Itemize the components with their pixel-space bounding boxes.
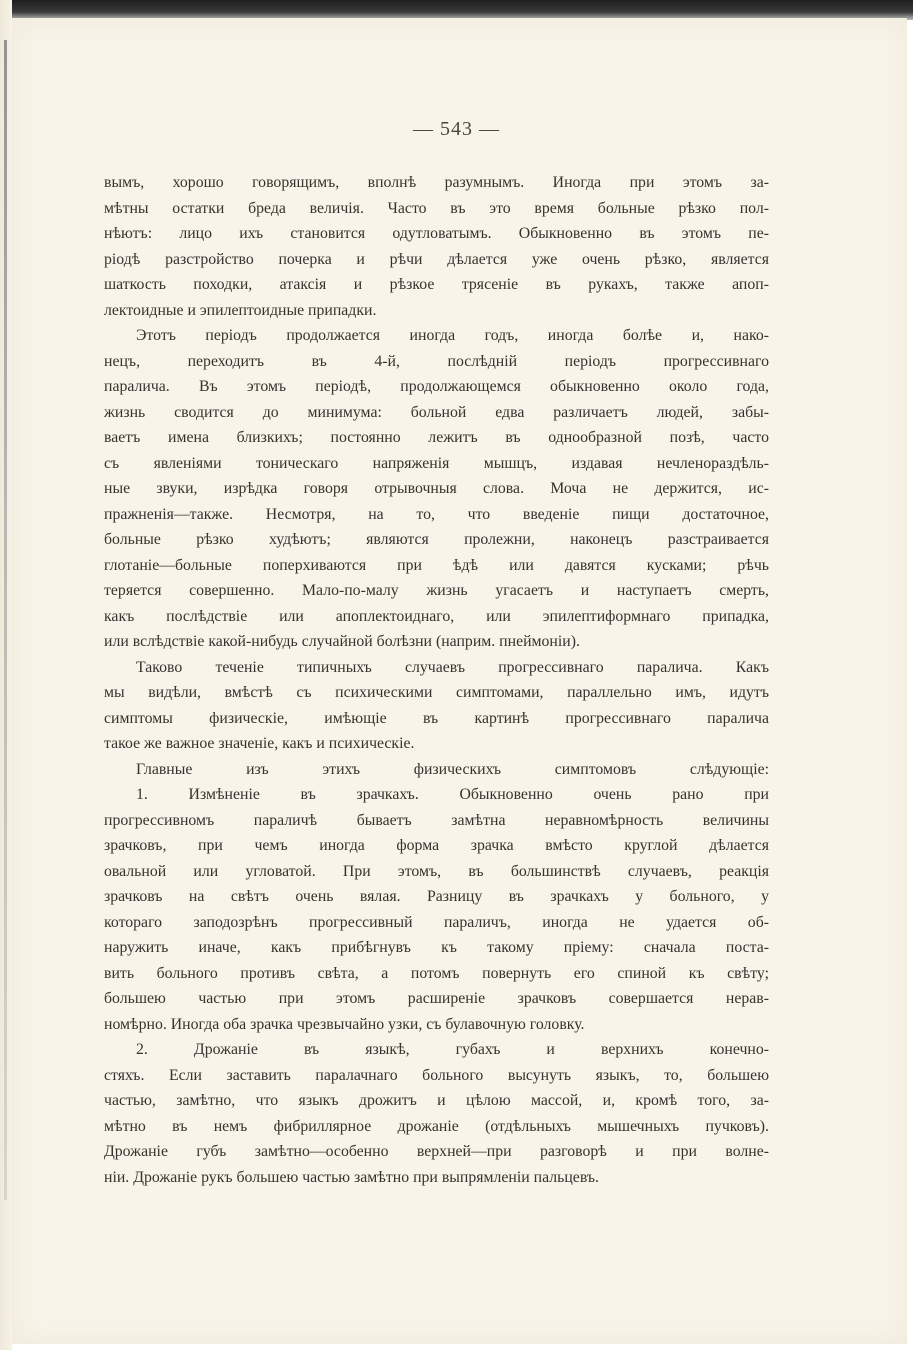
text-line: Таково теченіе типичныхъ случаевъ прогрессивнаго паралича. Какъ xyxy=(136,658,769,676)
text-line: мѣтны остатки бреда величія. Часто въ это время больные рѣзко пол- xyxy=(104,199,769,217)
paragraph xyxy=(104,757,769,783)
text-line: вить больного противъ свѣта, а потомъ повернуть его спиной къ свѣту; xyxy=(104,964,769,982)
text-line: мы видѣли, вмѣстѣ съ психическими симптомами, параллельно имъ, идутъ xyxy=(104,684,769,701)
body-text xyxy=(104,170,769,1190)
text-line: теряется совершенно. Мало-по-малу жизнь угасаетъ и наступаетъ смерть, xyxy=(104,582,769,599)
text-line: 2. Дрожаніе въ языкѣ, губахъ и верхнихъ конечно- xyxy=(136,1041,769,1058)
text-line: паралича. Въ этомъ періодѣ, продолжающемся обыкновенно около года, xyxy=(104,378,769,395)
text-line: овальной или угловатой. При этомъ, въ большинствѣ случаевъ, реакція xyxy=(104,862,769,880)
text-line: Дрожаніе губъ замѣтно—особенно верхней—при разговорѣ и при волне- xyxy=(104,1143,769,1160)
text-line: пражненія—также. Несмотря, на то, что введеніе пищи достаточное, xyxy=(104,505,769,523)
text-line: Этотъ періодъ продолжается иногда годъ, иногда болѣе и, нако- xyxy=(136,327,769,344)
paragraph xyxy=(104,655,769,757)
page-number: — 543 — xyxy=(413,118,500,140)
text-line: вымъ, хорошо говорящимъ, вполнѣ разумнымъ. Иногда при этомъ за- xyxy=(104,174,769,191)
text-line: номѣрно. Иногда оба зрачка чрезвычайно узки, съ булавочную головку. xyxy=(104,1015,585,1033)
paragraph xyxy=(104,323,769,655)
text-line: симптомы физическіе, имѣющіе въ картинѣ прогрессивнаго паралича xyxy=(104,709,769,727)
text-line: шаткость походки, атаксія и рѣзкое трясеніе въ рукахъ, также апоп- xyxy=(104,276,769,293)
text-line: какъ послѣдствіе или апоплектоиднаго, или эпилептиформнаго припадка, xyxy=(104,607,769,625)
paragraph xyxy=(104,1037,769,1190)
text-line: больные рѣзко худѣютъ; являются пролежни, наконецъ разстраивается xyxy=(104,531,769,548)
text-line: котораго заподозрѣнъ прогрессивный параличъ, иногда не удается об- xyxy=(104,913,769,931)
paragraph xyxy=(104,170,769,323)
paragraph xyxy=(104,782,769,1037)
text-line: стяхъ. Если заставить паралачнаго больного высунуть языкъ, то, большею xyxy=(104,1066,769,1084)
text-line: наружить иначе, какъ прибѣгнувъ къ такому пріему: сначала поста- xyxy=(104,939,769,956)
text-line: зрачковъ на свѣтъ очень вялая. Разницу въ зрачкахъ у больного, у xyxy=(104,888,769,905)
text-line: ріодѣ разстройство почерка и рѣчи дѣлается уже очень рѣзко, является xyxy=(104,250,769,268)
text-line: нецъ, переходитъ въ 4-й, послѣдній періодъ прогрессивнаго xyxy=(104,352,769,370)
scan-top-edge xyxy=(0,0,913,20)
text-line: ніи. Дрожаніе рукъ большею частью замѣтно при выпрямленіи пальцевъ. xyxy=(104,1168,600,1186)
scan-binding-edge xyxy=(0,0,12,1350)
text-line: частью, замѣтно, что языкъ дрожитъ и цѣлою массой, и, кромѣ того, за- xyxy=(104,1092,769,1109)
text-line: или вслѣдствіе какой-нибудь случайной болѣзни (наприм. пнеймоніи). xyxy=(104,633,580,650)
text-line: глотаніе—больные поперхиваются при ѣдѣ или давятся кусками; рѣчь xyxy=(104,556,769,574)
text-line: прогрессивномъ параличѣ бываетъ замѣтна неравномѣрность величины xyxy=(104,811,769,829)
text-line: съ явленіями тоническаго напряженія мышцъ, издавая нечленораздѣль- xyxy=(104,454,769,472)
text-line: Главные изъ этихъ физическихъ симптомовъ слѣдующіе: xyxy=(136,760,769,778)
text-line: мѣтно въ немъ фибриллярное дрожаніе (отдѣльныхъ мышечныхъ пучковъ). xyxy=(104,1117,769,1135)
text-line: жизнь сводится до минимума: больной едва различаетъ людей, забы- xyxy=(104,403,769,421)
text-line: 1. Измѣненіе въ зрачкахъ. Обыкновенно очень рано при xyxy=(136,786,769,803)
text-line: зрачковъ, при чемъ иногда форма зрачка вмѣсто круглой дѣлается xyxy=(104,837,769,854)
text-line: ваетъ имена близкихъ; постоянно лежитъ въ однообразной позѣ, часто xyxy=(104,429,769,446)
text-line: такое же важное значеніе, какъ и психическіе. xyxy=(104,735,415,752)
text-line: лектоидные и эпилептоидные припадки. xyxy=(104,301,377,319)
text-line: большею частью при этомъ расширеніе зрачковъ совершается нерав- xyxy=(104,990,769,1007)
text-line: ные звуки, изрѣдка говоря отрывочныя слова. Моча не держится, ис- xyxy=(104,480,769,497)
text-line: нѣютъ: лицо ихъ становится одутловатымъ. Обыкновенно въ этомъ пе- xyxy=(104,225,769,242)
